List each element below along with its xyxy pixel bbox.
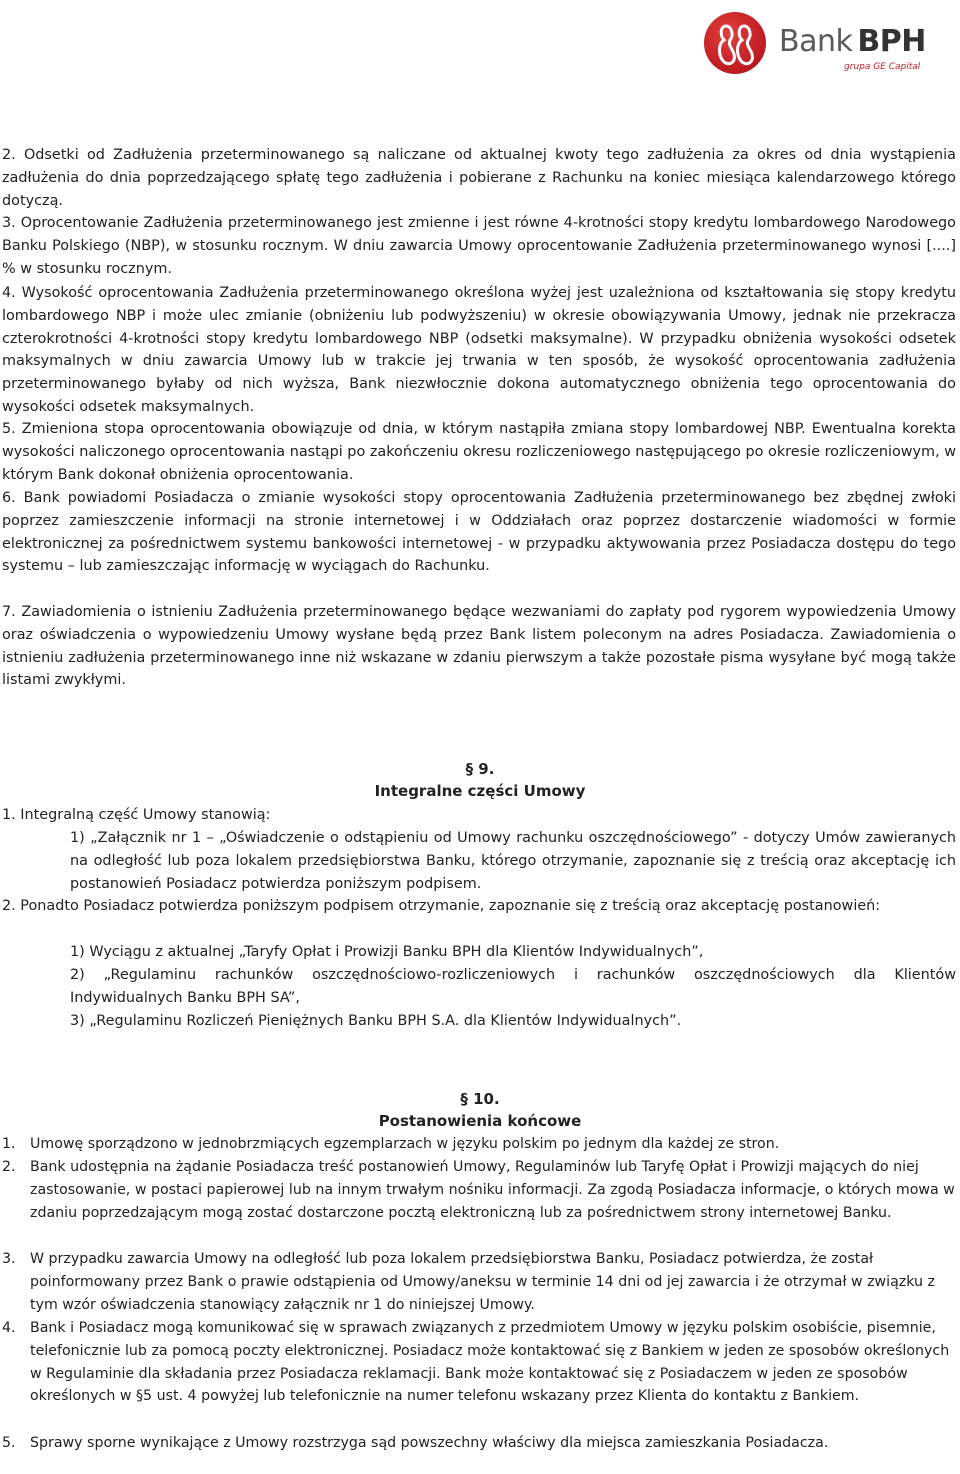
section-9-number: § 9. [465,760,495,778]
sec10-item-text: Umowę sporządzono w jednobrzmiących egzemplarzach w języku polskim po jednym dla każdej ze stron. [30,1136,780,1152]
sec10-item-2 [2,1156,956,1224]
sec10-item-1 [2,1133,956,1156]
logo-subtitle: grupa GE Capital [844,62,921,72]
sec10-item-3 [2,1248,956,1316]
sec10-item-number: 3. [2,1251,16,1267]
sec10-item-number: 1. [2,1136,16,1152]
sec10-item-number: 4. [2,1320,16,1336]
sec10-item-number: 2. [2,1159,16,1175]
sec9-item-2-2: 2) „Regulaminu rachunków oszczędnościowo-rozliczeniowych i rachunków oszczędnościowych dla Klientów Indywidualnych Banku BPH SA”, [70,967,956,1006]
section-10-title: Postanowienia końcowe [378,1112,582,1130]
sec9-item-2-3: 3) „Regulaminu Rozliczeń Pieniężnych Banku BPH S.A. dla Klientów Indywidualnych”. [70,1013,682,1029]
sec9-item-2-1: 1) Wyciągu z aktualnej „Taryfy Opłat i Prowizji Banku BPH dla Klientów Indywidualnych”, [70,944,704,960]
sec9-item-1: 1. Integralną część Umowy stanowią: [2,807,271,823]
sec9-item-2: 2. Ponadto Posiadacz potwierdza poniższym podpisem otrzymanie, zapoznanie się z treścią oraz akceptację postanowień: [2,898,881,914]
section-10-number: § 10. [460,1090,500,1108]
paragraph-powiadomienie: 6. Bank powiadomi Posiadacza o zmianie wysokości stopy oprocentowania Zadłużenia przeterminowanego bez zbędnej zwłoki poprzez zamieszczenie informacji na stronie internetowej i w Oddziałach oraz poprzez dostarczenie wiadomości w formie elektronicznej za pośrednictwem systemu bankowości internetowej - w przypadku aktywowania przez Posiadacza dostępu do tego systemu – lub zamieszczając informację w wyciągach do Rachunku. [2,490,956,575]
paragraph-oprocentowanie: 3. Oprocentowanie Zadłużenia przeterminowanego jest zmienne i jest równe 4-krotności stopy kredytu lombardowego Narodowego Banku Polskiego (NBP), w stosunku rocznym. W dniu zawarcia Umowy oprocentowanie Zadłużenia przeterminowanego wynosi [....] % w stosunku rocznym. [2,215,956,277]
paragraph-zawiadomienia: 7. Zawiadomienia o istnieniu Zadłużenia przeterminowanego będące wezwaniami do zapłaty pod rygorem wypowiedzenia Umowy oraz oświadczenia o wypowiedzeniu Umowy wysłane będą przez Bank listem poleconym na adres Posiadacza. Zawiadomienia o istnieniu zadłużenia przeterminowanego inne niż wskazane w zdaniu pierwszym a także pozostałe pisma wysyłane być mogą także listami zwykłymi. [2,604,956,689]
paragraph-odsetki: 2. Odsetki od Zadłużenia przeterminowanego są naliczane od aktualnej kwoty tego zadłużenia za okres od dnia wystąpienia zadłużenia do dnia poprzedzającego spłatę tego zadłużenia i pobierane z Rachunku na koniec miesiąca kalendarzowego którego dotyczą. [2,147,956,209]
sec10-item-text: Sprawy sporne wynikające z Umowy rozstrzyga sąd powszechny właściwy dla miejsca zamieszkania Posiadacza. [30,1435,829,1451]
bank-logo [704,8,954,80]
paragraph-zmieniona-stopa: 5. Zmieniona stopa oprocentowania obowiązuje od dnia, w którym nastąpiła zmiana stopy lombardowej NBP. Ewentualna korekta wysokości naliczonego oprocentowania nastąpi po zakończeniu okresu rozliczeniowego następującego po okresie rozliczeniowym, w którym Bank dokonał obniżenia oprocentowania. [2,421,956,483]
section-9-title: Integralne części Umowy [374,782,586,800]
paragraph-wysokosc-oprocentowania: 4. Wysokość oprocentowania Zadłużenia przeterminowanego określona wyżej jest uzależniona od kształtowania się stopy kredytu lombardowego NBP i może ulec zmianie (obniżeniu lub podwyższeniu) w okresie obowiązywania Umowy, jednak nie przekracza czterokrotności 4-krotności stopy kredytu lombardowego NBP (odsetki maksymalne). W przypadku obniżenia wysokości odsetek maksymalnych w dniu zawarcia Umowy lub w trakcie jej trwania w ten sposób, że wysokość oprocentowania zadłużenia przeterminowanego byłaby od nich wyższa, Bank niezwłocznie dokona automatycznego obniżenia tego oprocentowania do wysokości odsetek maksymalnych. [2,285,956,415]
sec10-item-text: Bank i Posiadacz mogą komunikować się w sprawach związanych z przedmiotem Umowy w języku polskim osobiście, pisemnie, telefonicznie lub za pomocą poczty elektronicznej. Posiadacz może kontaktować się z Bankiem w jeden ze sposobów określonych w Regulaminie dla składania przez Posiadacza reklamacji. Bank może kontaktować się z Posiadaczem w jeden ze sposobów określonych w §5 ust. 4 powyżej lub telefonicznie na numer telefonu wskazany przez Klienta do kontaktu z Bankiem. [30,1320,950,1405]
sec10-item-4 [2,1317,956,1408]
sec10-item-text: W przypadku zawarcia Umowy na odległość lub poza lokalem przedsiębiorstwa Banku, Posiadacz potwierdza, że został poinformowany przez Bank o prawie odstąpienia od Umowy/aneksu w terminie 14 dni od jej zawarcia i że otrzymał w związku z tym wzór oświadczenia stanowiący załącznik nr 1 do niniejszej Umowy. [30,1251,935,1313]
sec10-item-text: Bank udostępnia na żądanie Posiadacza treść postanowień Umowy, Regulaminów lub Taryfę Opłat i Prowizji mających do niej zastosowanie, w postaci papierowej lub na innym trwałym nośniku informacji. Za zgodą Posiadacza informacje, o których mowa w zdaniu poprzedzającym mogą zostać dostarczone pocztą elektroniczną lub za pośrednictwem strony internetowej Banku. [30,1159,955,1221]
bowling-pins-logo-icon [704,12,766,74]
sec10-item-5 [2,1432,956,1455]
sec10-item-number: 5. [2,1435,16,1451]
sec9-item-1-1: 1) „Załącznik nr 1 – „Oświadczenie o odstąpieniu od Umowy rachunku oszczędnościowego” - dotyczy Umów zawieranych na odległość lub poza lokalem przedsiębiorstwa Banku, którego otrzymanie, zapoznanie się z treścią oraz akceptację ich postanowień Posiadacz potwierdza poniższym podpisem. [70,830,956,892]
logo-wordmark: Bank BPH [779,24,926,59]
